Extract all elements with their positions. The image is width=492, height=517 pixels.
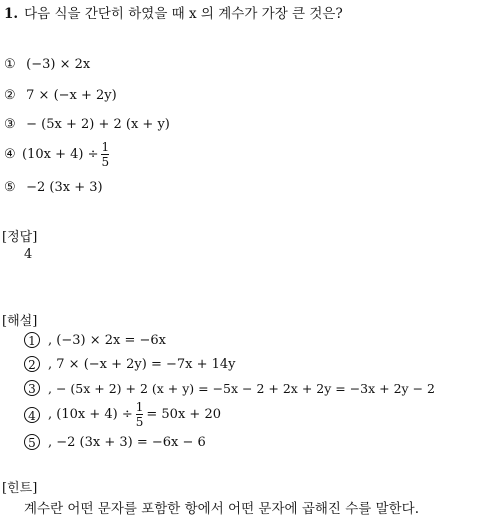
- option-mark: ⑤: [4, 180, 16, 195]
- circled-number: 3: [24, 380, 40, 396]
- explanation-row-5: [24, 434, 206, 450]
- option-expr: 7 × (−x + 2y): [26, 88, 117, 103]
- answer-value: 4: [24, 247, 33, 262]
- explanation-row-3: [24, 380, 435, 396]
- option-mark: ③: [4, 117, 16, 132]
- fraction-numerator: 1: [101, 140, 110, 154]
- option-mark: ④: [4, 147, 16, 162]
- explanation-expr: , (−3) × 2x = −6x: [48, 332, 166, 348]
- hint-text: 계수란 어떤 문자를 포함한 항에서 어떤 문자에 곱해진 수를 말한다.: [24, 501, 420, 517]
- explanation-label: [해설]: [2, 314, 38, 329]
- fraction-denominator: 5: [101, 155, 110, 169]
- fraction-numerator: 1: [135, 400, 144, 414]
- explanation-expr: , (10x + 4) ÷: [48, 407, 133, 422]
- question: [4, 2, 343, 22]
- explanation-row-2: [24, 356, 236, 372]
- explanation-row-1: [24, 332, 166, 348]
- option-expr: −2 (3x + 3): [26, 180, 103, 195]
- option-2[interactable]: [4, 88, 117, 103]
- circled-number: 5: [24, 434, 40, 450]
- fraction-denominator: 5: [135, 415, 144, 429]
- circled-number: 1: [24, 332, 40, 348]
- option-mark: ①: [4, 57, 16, 72]
- explanation-expr: , 7 × (−x + 2y) = −7x + 14y: [48, 356, 236, 372]
- option-expr: − (5x + 2) + 2 (x + y): [26, 117, 170, 132]
- option-expr: (−3) × 2x: [26, 57, 91, 72]
- fraction: [136, 400, 144, 429]
- option-mark: ②: [4, 88, 16, 103]
- option-expr: (10x + 4) ÷: [22, 147, 99, 162]
- fraction: [101, 140, 109, 169]
- circled-number: 4: [24, 407, 40, 423]
- answer-label: [정답]: [2, 230, 38, 245]
- option-1[interactable]: [4, 57, 90, 72]
- explanation-expr: , − (5x + 2) + 2 (x + y) = −5x − 2 + 2x + 2y = −3x + 2y − 2: [48, 380, 435, 396]
- hint-label: [힌트]: [2, 481, 38, 496]
- circled-number: 2: [24, 356, 40, 372]
- explanation-expr: , −2 (3x + 3) = −6x − 6: [48, 434, 206, 450]
- option-4[interactable]: [4, 140, 112, 169]
- option-3[interactable]: [4, 117, 170, 132]
- explanation-row-4: [24, 400, 221, 429]
- question-text: 다음 식을 간단히 하였을 때 x 의 계수가 가장 큰 것은?: [24, 6, 343, 22]
- explanation-expr-after: = 50x + 20: [146, 407, 221, 422]
- question-number: 1.: [4, 6, 19, 22]
- option-5[interactable]: [4, 180, 103, 195]
